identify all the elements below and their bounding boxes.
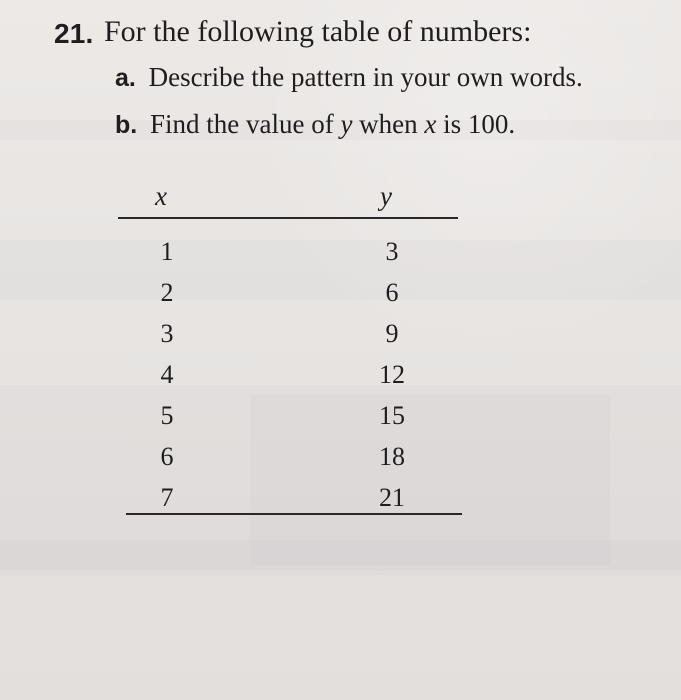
subpart-b-variable-x: x — [424, 109, 437, 139]
table-cell-y: 6 — [385, 278, 399, 307]
subpart-b — [115, 110, 515, 138]
table-cell-y: 15 — [379, 401, 405, 430]
page-texture — [0, 240, 681, 300]
subpart-b-variable-y: y — [340, 109, 353, 139]
table-header-y: y — [380, 181, 392, 211]
table-cell-x: 5 — [160, 401, 174, 430]
table-cell-y: 21 — [379, 483, 405, 512]
page-texture — [250, 395, 610, 565]
table-cell-y: 12 — [379, 360, 405, 389]
table-cell-x: 1 — [160, 237, 174, 266]
table-cell-y: 9 — [385, 319, 399, 348]
x-column — [145, 231, 189, 518]
subpart-b-text-3: is 100. — [436, 109, 516, 139]
table-cell-x: 4 — [160, 360, 174, 389]
subpart-b-text-1: Find the value of — [149, 109, 341, 139]
table-cell-x: 7 — [160, 483, 174, 512]
table-bottom-rule — [126, 513, 462, 515]
subpart-a-label: a. — [115, 64, 136, 92]
table-top-rule — [118, 217, 458, 219]
page-texture — [0, 385, 681, 570]
table-cell-y: 3 — [385, 237, 399, 266]
subpart-a — [115, 63, 583, 91]
table-cell-y: 18 — [379, 442, 405, 471]
table-cell-x: 2 — [160, 278, 174, 307]
table-header-x: x — [155, 181, 167, 211]
subpart-b-label: b. — [115, 111, 138, 139]
page-texture — [0, 540, 681, 575]
table-cell-x: 6 — [160, 442, 174, 471]
table-cell-x: 3 — [160, 319, 174, 348]
problem-title: For the following table of numbers: — [104, 15, 532, 48]
y-column — [366, 231, 418, 518]
subpart-b-text-2: when — [352, 109, 425, 139]
subpart-a-text: Describe the pattern in your own words. — [148, 62, 583, 92]
problem-number: 21. — [54, 18, 94, 49]
